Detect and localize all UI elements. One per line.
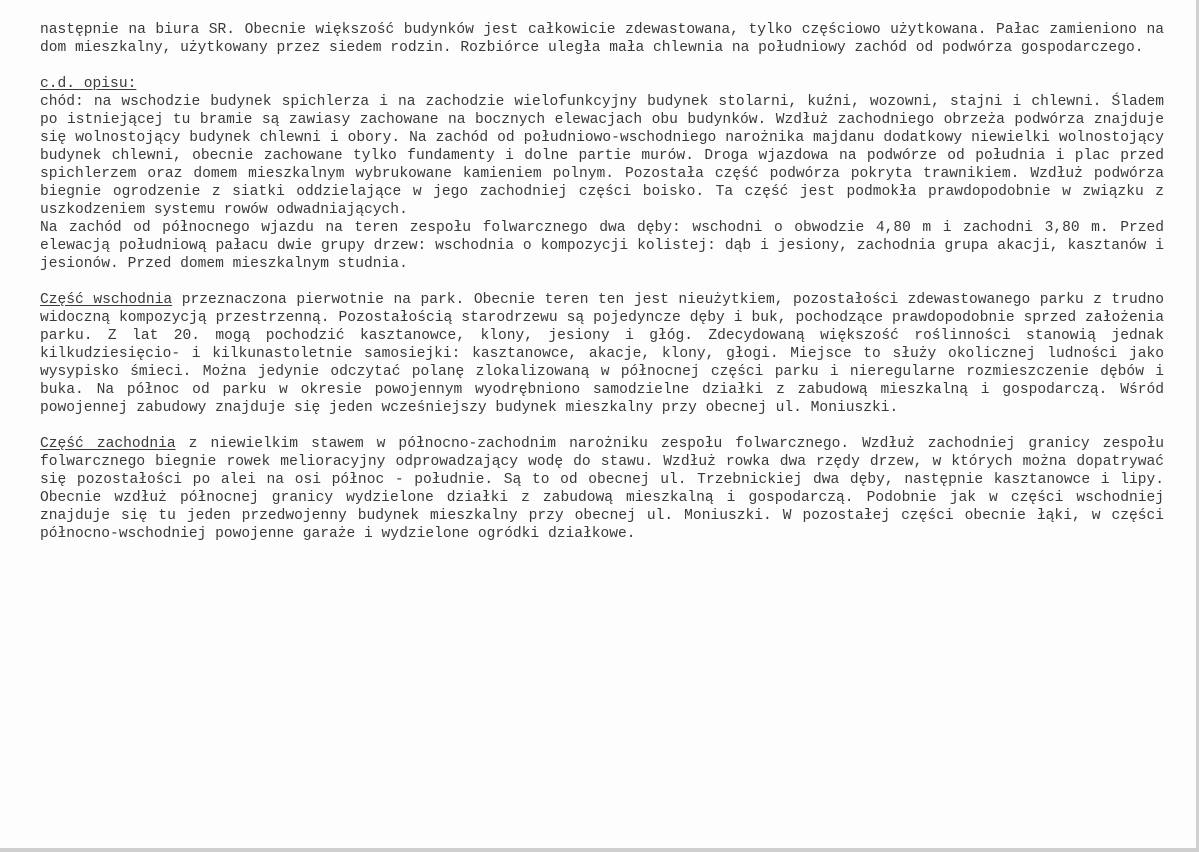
paragraph-east-part	[40, 291, 1164, 417]
west-part-text: z niewielkim stawem w północno-zachodnim narożniku zespołu folwarcznego. Wzdłuż zachodniej granicy zespołu folwarcznego biegnie rowek melioracyjny odprowadzający wodę do stawu. Wzdłuż rowka dwa rzędy drzew, w których można dopatrywać się pozostałości po alei na osi północ - południe. Są to od obecnej ul. Trzebnickiej dwa dęby, następnie kasztanowce i lipy. Obecnie wzdłuż północnej granicy wydzielone działki z zabudową mieszkalną i gospodarczą. Podobnie jak w części wschodniej znajduje się tu jeden przedwojenny budynek mieszkalny przy obecnej ul. Moniuszki. W pozostałej części obecnie łąki, w części północno-wschodniej powojenne garaże i wydzielone ogródki działkowe.	[40, 436, 1164, 542]
paragraph-courtyard	[40, 93, 1164, 219]
paragraph-west-part	[40, 435, 1164, 543]
east-part-heading: Część wschodnia	[40, 292, 173, 308]
section-description	[40, 75, 1164, 273]
east-part-text: przeznaczona pierwotnie na park. Obecnie teren ten jest nieużytkiem, pozostałości zdewastowanego parku z trudno widoczną kompozycją przestrzenną. Pozostałością starodrzewu są pojedyncze dęby i buk, pochodzące prawdopodobnie sprzed założenia parku. Z lat 20. mogą pochodzić kasztanowce, klony, jesiony i głóg. Zdecydowaną większość roślinności stanowią jednak kilkudziesięcio- i kilkunastoletnie samosiejki: kasztanowce, akacje, klony, głogi. Miejsce to służy okolicznej ludności jako wysypisko śmieci. Można jedynie odczytać polanę zlokalizowaną w północnej części parku i nieregularne rozmieszczenie dębów i buka. Na północ od parku w okresie powojennym wyodrębniono samodzielne działki z zabudową mieszkalną i gospodarczą. Wśród powojennej zabudowy znajduje się jeden wcześniejszy budynek mieszkalny przy obecnej ul. Moniuszki.	[40, 292, 1164, 416]
document-body	[40, 21, 1164, 561]
paragraph-intro-text: następnie na biura SR. Obecnie większość budynków jest całkowicie zdewastowana, tylko częściowo użytkowana. Pałac zamieniono na dom mieszkalny, użytkowany przez siedem rodzin. Rozbiórce uległa mała chlewnia na południowy zachód od podwórza gospodarczego.	[40, 22, 1164, 56]
paragraph-trees-text: Na zachód od północnego wjazdu na teren zespołu folwarcznego dwa dęby: wschodni o obwodzie 4,80 m i zachodni 3,80 m. Przed elewacją południową pałacu dwie grupy drzew: wschodnia o kompozycji kolistej: dąb i jesiony, zachodnia grupa akacji, kasztanów i jesionów. Przed domem mieszkalnym studnia.	[40, 220, 1164, 272]
section-heading: c.d. opisu:	[40, 76, 137, 92]
paragraph-trees	[40, 219, 1164, 273]
paragraph-courtyard-text: chód: na wschodzie budynek spichlerza i na zachodzie wielofunkcyjny budynek stolarni, kuźni, wozowni, stajni i chlewni. Śladem po istniejącej tu bramie są zawiasy zachowane na bocznych elewacjach obu budynków. Wzdłuż zachodniego obrzeża podwórza znajduje się wolnostojący budynek chlewni i obory. Na zachód od południowo-wschodniego narożnika majdanu dodatkowy niewielki wolnostojący budynek chlewni, obecnie zachowane tylko fundamenty i dolne partie murów. Droga wjazdowa na podwórze od południa i plac przed spichlerzem oraz domem mieszkalnym wybrukowane kamieniem polnym. Pozostała część podwórza pokryta trawnikiem. Wzdłuż podwórza biegnie ogrodzenie z siatki oddzielające w jego zachodniej części boisko. Ta część jest podmokła prawdopodobnie w związku z uszkodzeniem systemu rowów odwadniających.	[40, 94, 1164, 218]
paragraph-intro	[40, 21, 1164, 57]
west-part-heading: Część zachodnia	[40, 436, 176, 452]
scan-edge-bottom	[0, 848, 1199, 852]
